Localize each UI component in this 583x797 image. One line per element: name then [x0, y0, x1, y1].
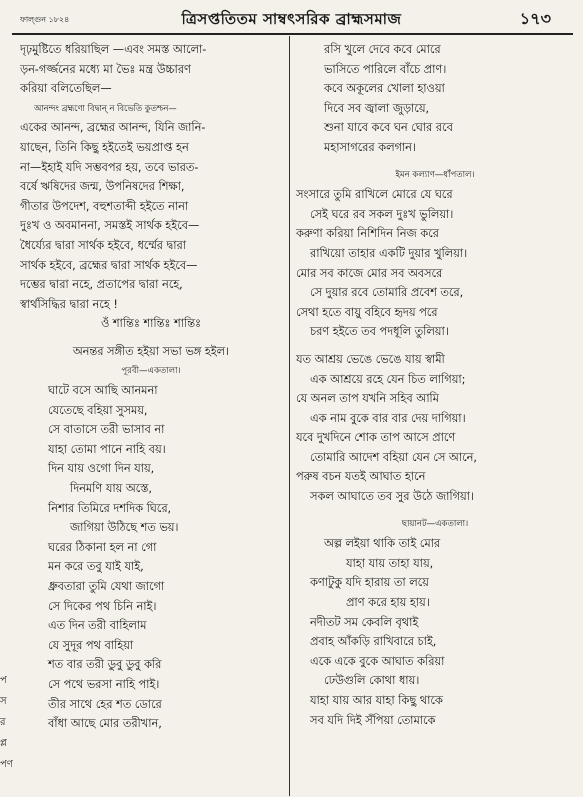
- verse-line: দিনমণি যায় অস্তে,: [70, 482, 152, 496]
- verse-line: প্রাণ করে হায় হায়।: [346, 596, 430, 610]
- verse-line: জাগিয়া উঠিছে শত ভয়।: [70, 521, 179, 535]
- verse-line: রাখিয়ো তাহার একটি দুয়ার খুলিয়া।: [310, 246, 468, 260]
- verse-line: সব যদি দিই সঁপিয়া তোমাকে: [310, 713, 436, 727]
- verse-line: ঘাটে বসে আছি আনমনা: [48, 384, 158, 398]
- margin-fragment: র: [0, 717, 6, 728]
- text-line: গীতার উপদেশ, বহুশতাব্দী হইতে নানা: [20, 199, 189, 213]
- spacer: [296, 158, 574, 166]
- verse-line: যেতেছে বহিয়া সুসময়,: [48, 403, 148, 417]
- verse-line: নিশার তিমিরে দশদিক ঘিরে,: [48, 501, 172, 515]
- verse-line: এক আশ্রয়ে রহে যেন চিত লাগিয়া;: [310, 372, 466, 386]
- verse-line: মহাসাগরের কলগান।: [324, 140, 416, 154]
- closing-line: অনন্তর সঙ্গীত হইয়া সভা ভঙ্গ হইল।: [72, 344, 230, 358]
- verse-line: সে পথে ভরসা নাহি পাই।: [48, 678, 160, 691]
- verse-line: সে বাতাসে তরী ভাসাব না: [48, 423, 165, 437]
- text-line: সার্থক হইবে, ব্রহ্মের দ্বারা সার্থক হইবে—: [20, 258, 198, 272]
- verse-line: সকল আঘাতে তব সুর উঠে জাগিয়া।: [310, 490, 474, 504]
- verse-line: সে দিকের পথ চিনি নাই।: [48, 599, 157, 613]
- text-line: দুঃখ ও অবমাননা, সমস্তই সার্থক হইবে—: [20, 219, 200, 233]
- raga-heading: ইমন কল্যাণ—ধাঁপতাল।: [395, 169, 475, 180]
- verse-line: পরুষ বচন যতই আঘাত হানে: [296, 470, 426, 484]
- spacer: [296, 342, 574, 350]
- text-line: য়াছেন, তিনি কিছু হইতেই ভয়প্রাপ্ত হন: [20, 140, 189, 154]
- verse-line: কণাটুকু যদি হারায় তা লয়ে: [310, 576, 429, 590]
- header-rule: [12, 33, 573, 35]
- left-column: [20, 40, 282, 734]
- verse-line: সংসারে তুমি রাখিলে মোরে যে ঘরে: [296, 188, 453, 202]
- verse-line: যাহা তোমা পানে নাহি বয়।: [48, 442, 166, 456]
- left-margin-fragments: [0, 670, 14, 775]
- text-line: ধৈর্য্যের দ্বারা সার্থক হইবে, ধর্ম্মের দ্বারা: [20, 238, 187, 252]
- verse-line: শত বার তরী ডুবু ডুবু করি: [48, 658, 162, 672]
- spacer: [20, 334, 282, 342]
- margin-fragment: প্ল: [0, 738, 7, 749]
- text-line: একের আনন্দ, ব্রহ্মের আনন্দ, যিনি জানি-: [20, 121, 206, 135]
- verse-line: একে একে বুকে আঘাত করিয়া: [310, 654, 445, 668]
- verse-line: শুনা যাবে কবে ঘন ঘোর রবে: [324, 121, 453, 135]
- verse-line: যত আশ্রয় ভেঙে ভেঙে যায় স্বামী: [296, 352, 445, 366]
- verse-line: অল্প লইয়া থাকি তাই মোর: [324, 537, 441, 551]
- page-header: [10, 4, 573, 34]
- right-column: [296, 40, 574, 730]
- page-title: ত্রিসপ্ততিতম সাম্বৎসরিক ব্রাহ্মসমাজ: [181, 10, 402, 28]
- verse-line: নদীতট সম কেবলি বৃথাই: [310, 615, 419, 629]
- verse-line: এক নাম বুকে বার বার দেয় দাগিয়া।: [310, 411, 466, 425]
- verse-line: এত দিন তরী বাহিলাম: [48, 619, 147, 633]
- text-line: দম্ভের দ্বারা নহে, প্রতাপের দ্বারা নহে,: [20, 278, 183, 292]
- verse-line: দিবে সব জ্বালা জুড়ায়ে,: [324, 101, 430, 115]
- verse-line: যাহা যায় তাহা যায়,: [346, 556, 434, 570]
- raga-heading: ছায়ানট—একতালা।: [401, 518, 469, 529]
- verse-line: মন করে তবু যাই যাই,: [48, 560, 144, 574]
- shanti-line: ওঁ শান্তিঃ শান্তিঃ শান্তিঃ: [100, 317, 202, 331]
- verse-line: করুণা করিয়া নিশিদিন নিজ করে: [296, 227, 439, 241]
- spacer: [296, 507, 574, 515]
- column-divider: [289, 36, 290, 796]
- verse-line: বাঁধা আছে মোর তরীখান,: [48, 717, 162, 731]
- verse-line: যে অনল তাপ যখনি সহিব আমি: [296, 392, 439, 406]
- verse-line: ঘরের ঠিকানা হল না গো: [48, 540, 157, 554]
- text-line: দৃঢ়মুষ্টিতে ধরিয়াছিল —এবং সমস্ত আলো-: [20, 43, 207, 56]
- verse-line: সে দুয়ার রবে তোমারি প্রবেশ তরে,: [310, 286, 464, 300]
- verse-line: সেই ঘরে রব সকল দুঃখ ভুলিয়া।: [310, 207, 454, 221]
- margin-fragment: পণ: [0, 759, 13, 770]
- verse-line: সেথা হতে বায়ু বহিবে হৃদয় পরে: [296, 305, 438, 319]
- verse-line: ঢেউগুলি কোথা ধায়।: [324, 674, 420, 688]
- verse-line: যাহা যায় আর যাহা কিছু থাকে: [310, 694, 443, 707]
- verse-line: ভাসিতে পারিলে বাঁচে প্রাণ।: [324, 62, 447, 76]
- verse-line: কবে অকূলের খোলা হাওয়া: [324, 82, 445, 96]
- margin-fragment: স: [0, 696, 7, 707]
- verse-line: প্রবাহ আঁকড়ি রাখিবারে চাই,: [310, 635, 437, 649]
- sanskrit-quote: আনন্দং ব্রহ্মণো বিদ্বান্ ন বিভেতি কুতশ্চন—: [34, 102, 177, 113]
- verse-line: চরণ হইতে তব পদধূলি তুলিয়া।: [310, 325, 449, 339]
- verse-line: রসি খুলে দেবে কবে মোরে: [324, 43, 441, 56]
- text-line: না—ইহাই যদি সম্ভবপর হয়, তবে ভারত-: [20, 160, 199, 174]
- verse-line: মোর সব কাজে মোর সব অবসরে: [296, 266, 443, 280]
- raga-heading: পূরবী—একতালা।: [121, 365, 181, 376]
- text-line: করিয়া বলিতেছিল—: [20, 82, 112, 96]
- verse-line: যে সুদূর পথ বাহিয়া: [48, 638, 134, 652]
- header-date: ফাল্গুন ১৮২৪: [20, 15, 70, 24]
- verse-line: দিন যায় ওগো দিন যায়,: [48, 462, 155, 476]
- text-line: ড়ন-গর্জ্জনের মধ্যে মা ভৈঃ মন্ত্র উচ্চারণ: [20, 62, 191, 76]
- verse-line: ধ্রুবতারা তুমি যেথা জাগো: [48, 580, 165, 594]
- page-number: ১৭৩: [519, 9, 551, 28]
- text-line: বর্ষে ঋষিদের জন্ম, উপনিষদের শিক্ষা,: [20, 180, 185, 194]
- verse-line: যবে দুখদিনে শোক তাপ আসে প্রাণে: [296, 431, 456, 445]
- text-line: স্বার্থসিদ্ধির দ্বারা নহে !: [20, 297, 118, 311]
- margin-fragment: প: [0, 675, 7, 686]
- verse-line: তীর সাথে হের শত ডোরে: [48, 697, 162, 711]
- verse-line: তোমারি আদেশ বহিয়া যেন সে আনে,: [310, 450, 477, 464]
